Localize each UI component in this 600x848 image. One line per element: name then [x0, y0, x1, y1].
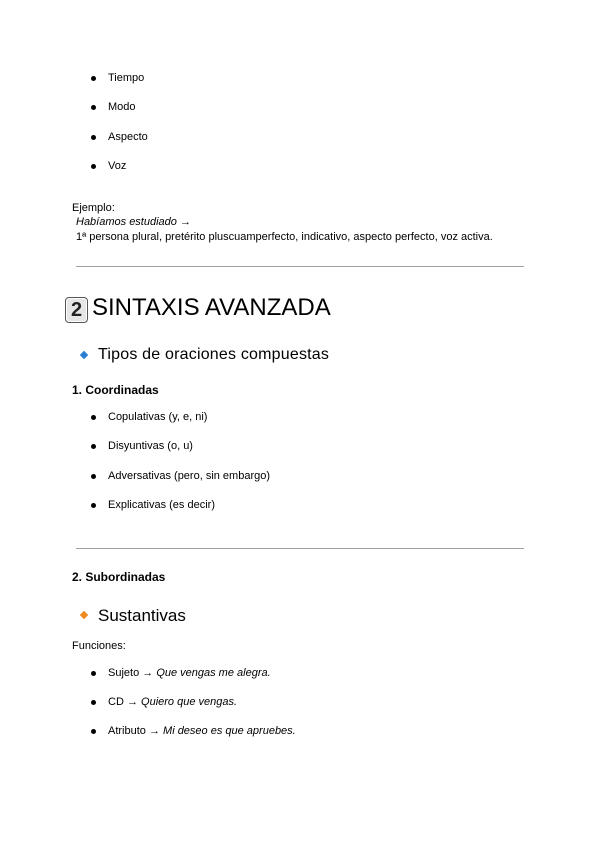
subsection-title: Sustantivas: [98, 606, 186, 625]
divider: [76, 548, 524, 549]
diamond-icon: [80, 351, 88, 359]
bullet: [91, 76, 96, 81]
bullet: [91, 415, 96, 420]
list-item: Modo: [108, 101, 136, 113]
list-item: Sujeto → Que vengas me alegra.: [108, 667, 271, 679]
bullet: [91, 503, 96, 508]
bullet: [91, 164, 96, 169]
list-item: CD → Quiero que vengas.: [108, 696, 238, 708]
list-item: Atributo → Mi deseo es que apruebes.: [108, 725, 296, 737]
subordinadas-heading: 2. Subordinadas: [72, 570, 166, 584]
list-item: Voz: [108, 160, 127, 172]
coordinadas-heading: 1. Coordinadas: [72, 383, 159, 397]
list-item: Tiempo: [108, 72, 145, 84]
funciones-label: Funciones:: [72, 640, 126, 652]
bullet: [91, 474, 96, 479]
diamond-icon: [80, 611, 88, 619]
example-phrase: Habíamos estudiado →: [76, 216, 191, 228]
list-item: Explicativas (es decir): [108, 499, 215, 511]
list-item: Aspecto: [108, 131, 148, 143]
section-number: 2: [65, 297, 88, 323]
list-item: Disyuntivas (o, u): [108, 440, 193, 452]
bullet: [91, 729, 96, 734]
subsection-title: Tipos de oraciones compuestas: [98, 346, 330, 363]
bullet: [91, 105, 96, 110]
bullet: [91, 671, 96, 676]
section-title: SINTAXIS AVANZADA: [92, 294, 331, 321]
divider: [76, 266, 524, 267]
bullet: [91, 700, 96, 705]
bullet: [91, 135, 96, 140]
list-item: Adversativas (pero, sin embargo): [108, 470, 271, 482]
bullet: [91, 444, 96, 449]
example-label: Ejemplo:: [72, 202, 115, 214]
list-item: Copulativas (y, e, ni): [108, 411, 208, 423]
example-analysis: 1ª persona plural, pretérito pluscuamperfecto, indicativo, aspecto perfecto, voz activa.: [76, 231, 493, 243]
